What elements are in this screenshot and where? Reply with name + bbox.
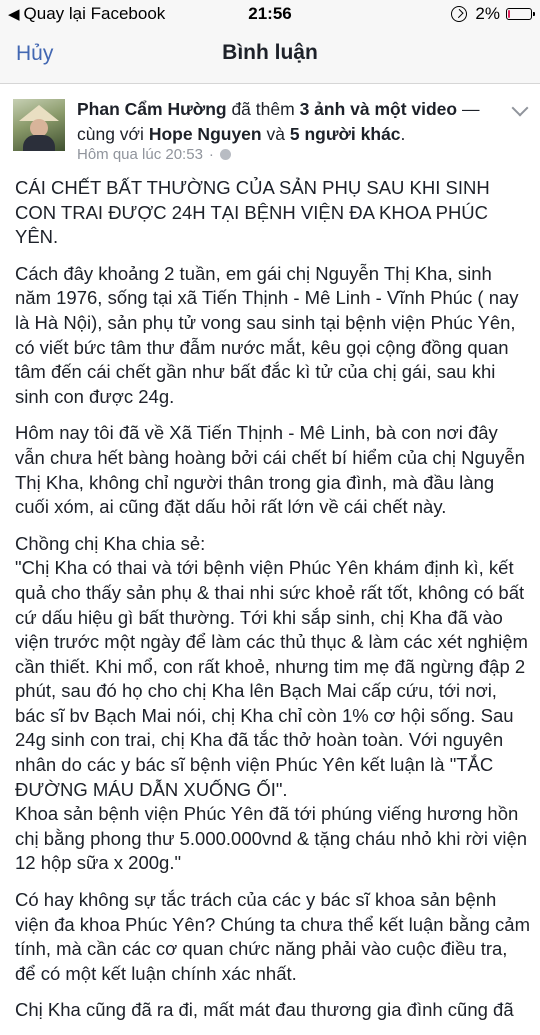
- post-headline: CÁI CHẾT BẤT THƯỜNG CỦA SẢN PHỤ SAU KHI SINH CON TRAI ĐƯỢC 24H TẠI BỆNH VIỆN ĐA KHOA PHÚC YÊN.: [15, 177, 490, 248]
- post-paragraph: Khoa sản bệnh viện Phúc Yên đã tới phúng viếng hương hồn chị bằng phong thư 5.000.000vnd & tặng cháu nhỏ khi rời viện 12 hộp sữa x 200g.": [15, 803, 528, 874]
- battery-icon: [506, 8, 532, 20]
- avatar-shirt-shape: [23, 135, 55, 151]
- author-name-link[interactable]: Phan Cẩm Hường: [77, 99, 227, 119]
- action-text: đã thêm: [231, 99, 295, 119]
- period-text: .: [400, 124, 406, 144]
- avatar[interactable]: [13, 99, 65, 151]
- status-time: 21:56: [248, 4, 292, 23]
- with-text: cùng với: [77, 124, 144, 144]
- post-timestamp-row: [77, 146, 231, 163]
- post-paragraph: "Chị Kha có thai và tới bệnh viện Phúc Yên khám định kì, kết quả cho thấy sản phụ & thai nhi sức khoẻ rất tốt, không có bất cứ dấu hiệu gì bất thường. Tới khi sắp sinh, chị Kha đã vào viện trước một ngày để làm các thủ thục & làm các xét nghiệm cần thiết. Khi mổ, con rất khoẻ, nhưng tim mẹ đã ngừng đập 2 phút, sau đó họ cho chị Kha lên Bạch Mai cấp cứu, tới nơi, bác sĩ bv Bạch Mai nói, chị Kha chỉ còn 1% cơ hội sống. Sau 24g sinh con trai, chị Kha đã tắc thở hoàn toàn. Với nguyên nhân do các y bác sĩ bệnh viện Phúc Yên kết luận là "TẮC ĐƯỜNG MÁU DẪN XUỐNG ỐI".: [15, 557, 528, 800]
- dash-text: —: [461, 99, 480, 119]
- post-paragraph: Chị Kha cũng đã ra đi, mất mát đau thương gia đình cũng đã: [15, 999, 514, 1021]
- orientation-lock-icon: [451, 6, 467, 22]
- globe-icon: [220, 149, 231, 160]
- post-paragraph: Hôm nay tôi đã về Xã Tiến Thịnh - Mê Linh, bà con nơi đây vẫn chưa hết bàng hoàng bởi cái chết bí hiểm của chị Nguyễn Thị Kha, không chỉ người thân trong gia đình, mà đầu làng cuối xóm, ai cũng đặt dấu hỏi rất lớn về cái chết này.: [15, 422, 525, 518]
- timestamp-separator: ·: [208, 146, 214, 163]
- status-bar: [0, 0, 540, 28]
- back-to-facebook-label: Quay lại Facebook: [23, 4, 166, 23]
- chevron-down-icon[interactable]: [512, 100, 529, 117]
- post-timestamp[interactable]: Hôm qua lúc 20:53: [77, 146, 203, 163]
- and-text: và: [266, 124, 285, 144]
- battery-level-fill: [508, 10, 510, 18]
- post-paragraph: Cách đây khoảng 2 tuần, em gái chị Nguyễn Thị Kha, sinh năm 1976, sống tại xã Tiến Thịnh - Mê Linh - Vĩnh Phúc ( nay là Hà Nội), sản phụ tử vong sau sinh tại bệnh viện Phúc Yên, có viết bức tâm thư đẫm nước mắt, kêu gọi cộng đồng quan tâm đến cái chết gần như bất đắc kì tử của chị gái, sau khi sinh con được 24g.: [15, 262, 519, 407]
- post-header: [0, 84, 540, 166]
- battery-percentage: 2%: [475, 4, 500, 23]
- page-title: Bình luận: [222, 41, 318, 64]
- post-paragraph: Chồng chị Kha chia sẻ:: [15, 532, 206, 554]
- added-items-link[interactable]: 3 ảnh và một video: [299, 99, 458, 119]
- others-link[interactable]: 5 người khác: [289, 124, 401, 144]
- post-paragraph: Có hay không sự tắc trách của các y bác sĩ khoa sản bệnh viện đa khoa Phúc Yên? Chúng ta chưa thể kết luận bằng cảm tính, mà cần các cơ quan chức năng phải vào cuộc điều tra, để có một kết luận chính xác nhất.: [15, 889, 530, 984]
- back-arrow-icon: ◀: [8, 6, 20, 23]
- status-indicators: [451, 4, 532, 24]
- nav-bar: [0, 28, 540, 84]
- tagged-person-link[interactable]: Hope Nguyen: [148, 124, 262, 144]
- post-body: [15, 176, 530, 1035]
- post-meta: [77, 97, 502, 147]
- cancel-button[interactable]: Hủy: [16, 42, 54, 65]
